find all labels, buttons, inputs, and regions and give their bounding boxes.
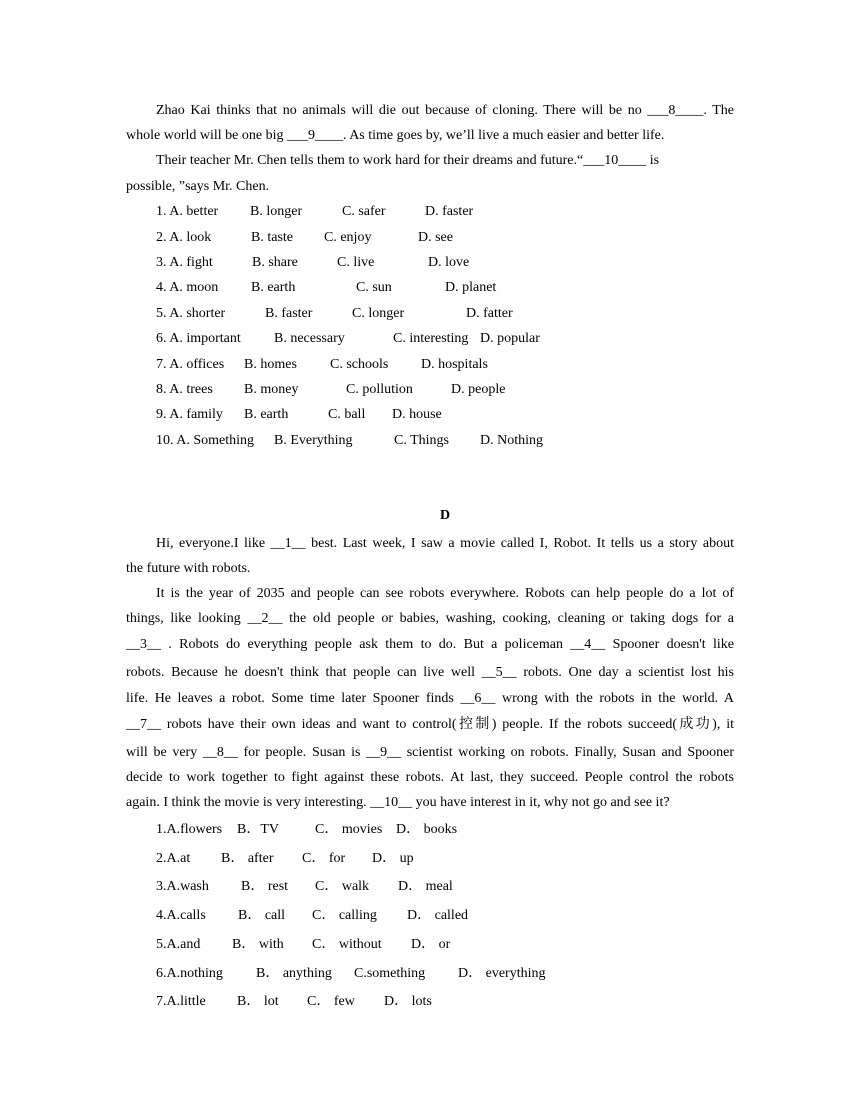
option-d: D． lots [384,994,432,1009]
option-a: 1. A. better [156,204,219,219]
option-b: B． anything [256,966,332,981]
paragraph-line: __3__ . Robots do everything people ask them to do. But a policeman __4__ Spooner doesn't like [126,637,734,652]
option-a: 4.A.calls [156,908,206,923]
option-a: 7.A.little [156,994,206,1009]
option-c: C.something [354,966,426,981]
option-a: 8. A. trees [156,382,213,397]
option-d: D. faster [425,204,474,219]
option-a: 10. A. Something [156,433,255,448]
paragraph-line: will be very __8__ for people. Susan is __9__ scientist working on robots. Finally, Susan and Spooner [126,745,734,760]
paragraph-line: again. I think the movie is very interesting. __10__ you have interest in it, why not go and see it? [126,795,670,810]
option-c: C. pollution [346,382,413,397]
option-a: 4. A. moon [156,280,219,295]
option-a: 3. A. fight [156,255,213,270]
option-b: B. earth [251,280,296,295]
option-c: C． for [302,851,346,866]
option-b: B. faster [265,306,313,321]
paragraph-line: whole world will be one big ___9____. As time goes by, we’ll live a much easier and better life. [126,128,665,143]
option-c: C. safer [342,204,386,219]
option-d: D. planet [445,280,497,295]
option-c: C. ball [328,407,366,422]
section-title: D [439,508,451,523]
option-d: D． or [411,937,451,952]
option-c: C. sun [356,280,392,295]
option-c: C． calling [312,908,377,923]
option-c: C． without [312,937,382,952]
option-d: D. people [451,382,506,397]
option-c: C． few [307,994,355,1009]
option-d: D. fatter [466,306,513,321]
option-b: B． lot [237,994,279,1009]
option-a: 5.A.and [156,937,201,952]
option-a: 3.A.wash [156,879,209,894]
paragraph-line: Hi, everyone.I like __1__ best. Last week, I saw a movie called I, Robot. It tells us a story about [156,536,734,551]
option-a: 5. A. shorter [156,306,226,321]
option-b: B．TV [237,822,279,837]
option-b: B． with [232,937,284,952]
option-d: D． meal [398,879,453,894]
option-d: D. Nothing [480,433,543,448]
option-b: B. homes [244,357,297,372]
option-c: C． movies [315,822,383,837]
option-a: 1.A.flowers [156,822,223,837]
paragraph-line: possible, ”says Mr. Chen. [126,179,270,194]
option-b: B． after [221,851,274,866]
paragraph-line: robots. Because he doesn't think that people can live well __5__ robots. One day a scientist lost his [126,665,734,680]
option-c: C. live [337,255,375,270]
option-b: B. Everything [274,433,353,448]
option-a: 2.A.at [156,851,191,866]
option-c: C. interesting [393,331,469,346]
paragraph-line: things, like looking __2__ the old people or babies, washing, cooking, cleaning or taking dogs for a [126,611,734,626]
option-c: C. longer [352,306,405,321]
option-b: B． rest [241,879,289,894]
option-a: 7. A. offices [156,357,225,372]
option-c: C. schools [330,357,389,372]
option-a: 2. A. look [156,230,212,245]
option-d: D. see [418,230,453,245]
option-d: D. hospitals [421,357,488,372]
paragraph-line: Their teacher Mr. Chen tells them to work hard for their dreams and future.“___10____ is [156,153,660,168]
option-c: C． walk [315,879,370,894]
option-b: B. necessary [274,331,345,346]
option-b: B. share [252,255,298,270]
option-a: 9. A. family [156,407,223,422]
paragraph-line: decide to work together to fight against these robots. At last, they succeed. People control the robots [126,770,734,785]
option-a: 6.A.nothing [156,966,223,981]
option-d: D． everything [458,966,546,981]
option-b: B. taste [251,230,293,245]
option-c: C. enjoy [324,230,372,245]
option-d: D. house [392,407,442,422]
option-b: B． call [238,908,286,923]
option-b: B. earth [244,407,289,422]
option-c: C. Things [394,433,449,448]
paragraph-line: Zhao Kai thinks that no animals will die out because of cloning. There will be no ___8____. The [156,103,734,118]
option-d: D． books [396,822,458,837]
option-d: D. love [428,255,470,270]
option-b: B. money [244,382,299,397]
paragraph-line: __7__ robots have their own ideas and want to control(控制) people. If the robots succeed(成功), it [126,717,734,732]
paragraph-line: It is the year of 2035 and people can see robots everywhere. Robots can help people do a lot of [156,586,734,601]
option-d: D. popular [480,331,540,346]
option-b: B. longer [250,204,303,219]
option-d: D． called [407,908,469,923]
option-a: 6. A. important [156,331,241,346]
option-d: D． up [372,851,414,866]
paragraph-line: the future with robots. [126,561,251,576]
paragraph-line: life. He leaves a robot. Some time later Spooner finds __6__ wrong with the robots in the world. A [126,691,734,706]
